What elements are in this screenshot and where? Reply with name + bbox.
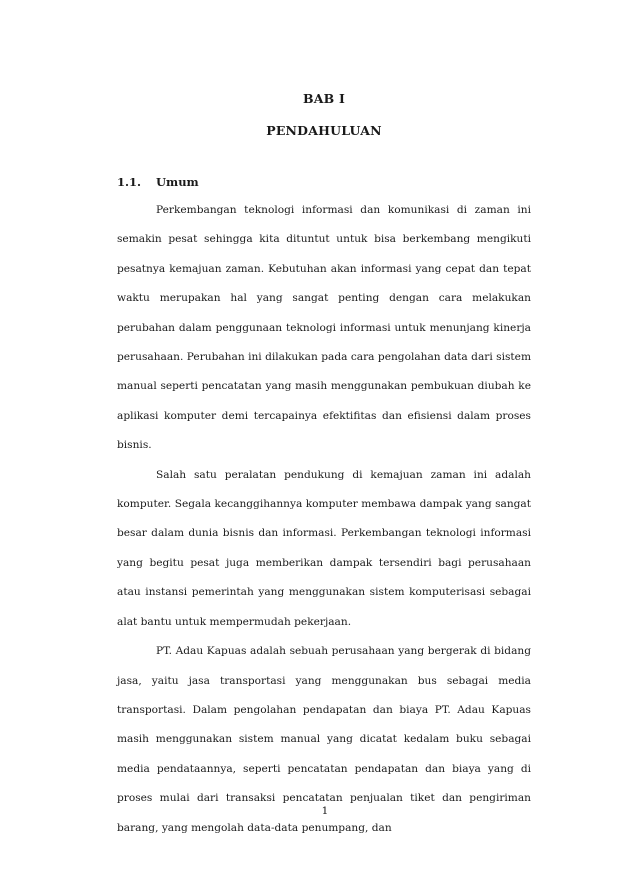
chapter-title: PENDAHULUAN [266, 123, 382, 138]
paragraph: PT. Adau Kapuas adalah sebuah perusahaan yang bergerak di bidang jasa, yaitu jasa transportasi yang menggunakan bus sebagai media transportasi. Dalam pengolahan pendapatan dan biaya PT. Adau Kapuas masih menggunakan sistem manual yang dicatat kedalam buku sebagai media pendataannya, seperti pencatatan pendapatan dan biaya yang di proses mulai dari transaksi pencatatan penjualan tiket dan pengiriman barang, yang mengolah data-data penumpang, dan [117, 645, 531, 834]
section-number: 1.1. [117, 175, 142, 189]
paragraph: Salah satu peralatan pendukung di kemajuan zaman ini adalah komputer. Segala kecanggihannya komputer membawa dampak yang sangat besar dalam dunia bisnis dan informasi. Perkembangan teknologi informasi yang begitu pesat juga memberikan dampak tersendiri bagi perusahaan atau instansi pemerintah yang menggunakan sistem komputerisasi sebagai alat bantu untuk mempermudah pekerjaan. [117, 468, 531, 628]
section-heading [117, 175, 199, 189]
chapter-number: BAB I [302, 91, 346, 106]
section-title: Umum [156, 175, 199, 189]
body-text [117, 196, 531, 843]
page-number: 1 [321, 805, 329, 817]
paragraph: Perkembangan teknologi informasi dan komunikasi di zaman ini semakin pesat sehingga kita dituntut untuk bisa berkembang mengikuti pesatnya kemajuan zaman. Kebutuhan akan informasi yang cepat dan tepat waktu merupakan hal yang sangat penting dengan cara melakukan perubahan dalam penggunaan teknologi informasi untuk menunjang kinerja perusahaan. Perubahan ini dilakukan pada cara pengolahan data dari sistem manual seperti pencatatan yang masih menggunakan pembukuan diubah ke aplikasi komputer demi tercapainya efektifitas dan efisiensi dalam proses bisnis. [117, 204, 531, 452]
